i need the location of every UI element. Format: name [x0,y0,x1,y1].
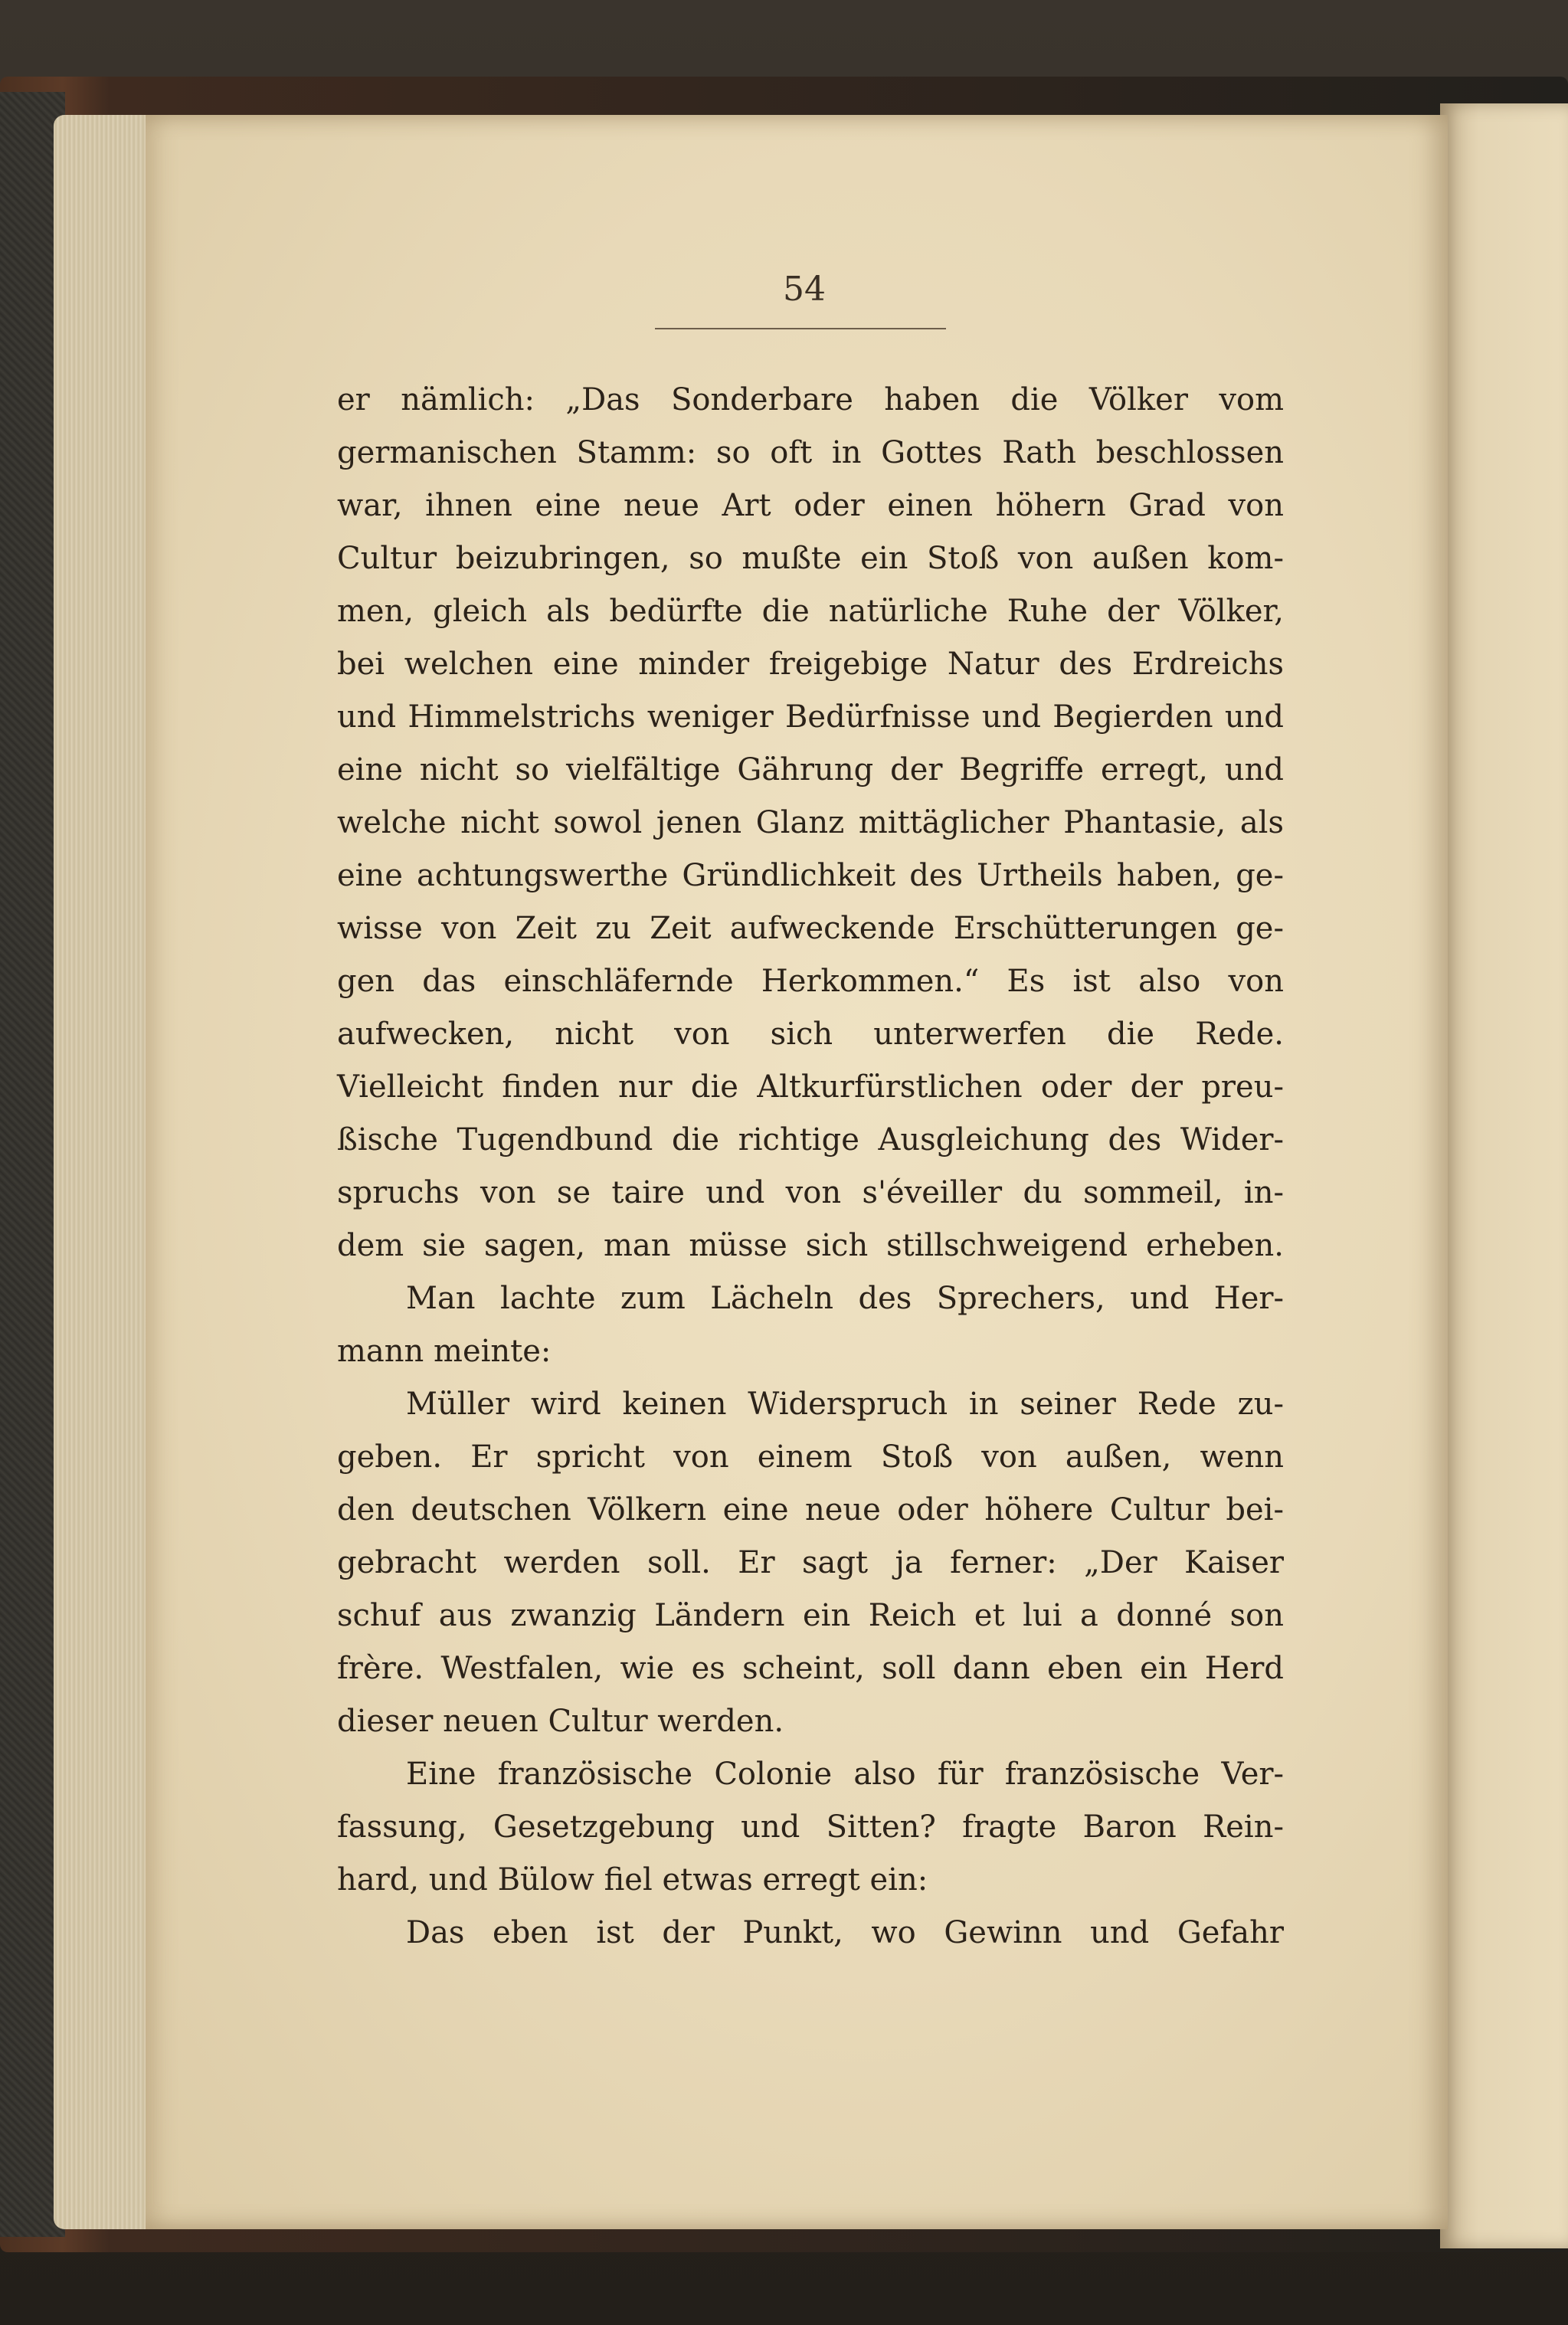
text-line: gebracht werden soll. Er sagt ja ferner: „Der Kaiser [337,1545,1284,1580]
text-line: und Himmelstrichs weniger Bedürfnisse und Begierden und [337,699,1284,735]
text-line: Vielleicht finden nur die Altkurfürstlichen oder der preu- [337,1069,1284,1105]
header-rule [655,328,946,329]
text-line: eine achtungswerthe Gründlichkeit des Urtheils haben, ge- [337,858,1284,893]
facing-page-edge [1440,103,1568,2248]
text-line: bei welchen eine minder freigebige Natur des Erdreichs [337,647,1284,682]
paragraph-first-line: Eine französische Colonie also für französische Ver- [406,1757,1284,1792]
text-line: Cultur beizubringen, so mußte ein Stoß von außen kom- [337,541,1284,576]
text-line: ßische Tugendbund die richtige Ausgleichung des Wider- [337,1122,1284,1158]
page-number: 54 [783,270,826,309]
paragraph-first-line: Man lachte zum Lächeln des Sprechers, und Her- [406,1281,1284,1316]
paragraph-last-line: mann meinte: [337,1334,552,1369]
text-line: wisse von Zeit zu Zeit aufweckende Erschütterungen ge- [337,911,1284,946]
paragraph-first-line: Müller wird keinen Widerspruch in seiner Rede zu- [406,1387,1284,1422]
text-line: dem sie sagen, man müsse sich stillschweigend erheben. [337,1228,1284,1263]
text-line: schuf aus zwanzig Ländern ein Reich et lui a donné son [337,1598,1284,1633]
text-line: er nämlich: „Das Sonderbare haben die Völker vom [337,382,1284,418]
text-line: aufwecken, nicht von sich unterwerfen die Rede. [337,1017,1284,1052]
text-line: men, gleich als bedürfte die natürliche Ruhe der Völker, [337,594,1284,629]
text-line: germanischen Stamm: so oft in Gottes Rath beschlossen [337,435,1284,470]
text-line: fassung, Gesetzgebung und Sitten? fragte Baron Rein- [337,1809,1284,1845]
text-line: welche nicht sowol jenen Glanz mittäglicher Phantasie, als [337,805,1284,840]
paragraph-last-line: hard, und Bülow fiel etwas erregt ein: [337,1862,928,1898]
text-line: eine nicht so vielfältige Gährung der Begriffe erregt, und [337,752,1284,788]
text-line: den deutschen Völkern eine neue oder höhere Cultur bei- [337,1492,1284,1528]
text-line: war, ihnen eine neue Art oder einen höhern Grad von [337,488,1284,523]
text-line: geben. Er spricht von einem Stoß von außen, wenn [337,1439,1284,1475]
paragraph-last-line: dieser neuen Cultur werden. [337,1704,784,1739]
text-line: gen das einschläfernde Herkommen.“ Es ist also von [337,964,1284,999]
text-line: spruchs von se taire und von s'éveiller du sommeil, in- [337,1175,1284,1210]
text-line: frère. Westfalen, wie es scheint, soll dann eben ein Herd [337,1651,1284,1686]
page-body-text [337,374,1284,1960]
paragraph-first-line: Das eben ist der Punkt, wo Gewinn und Gefahr [406,1915,1284,1950]
